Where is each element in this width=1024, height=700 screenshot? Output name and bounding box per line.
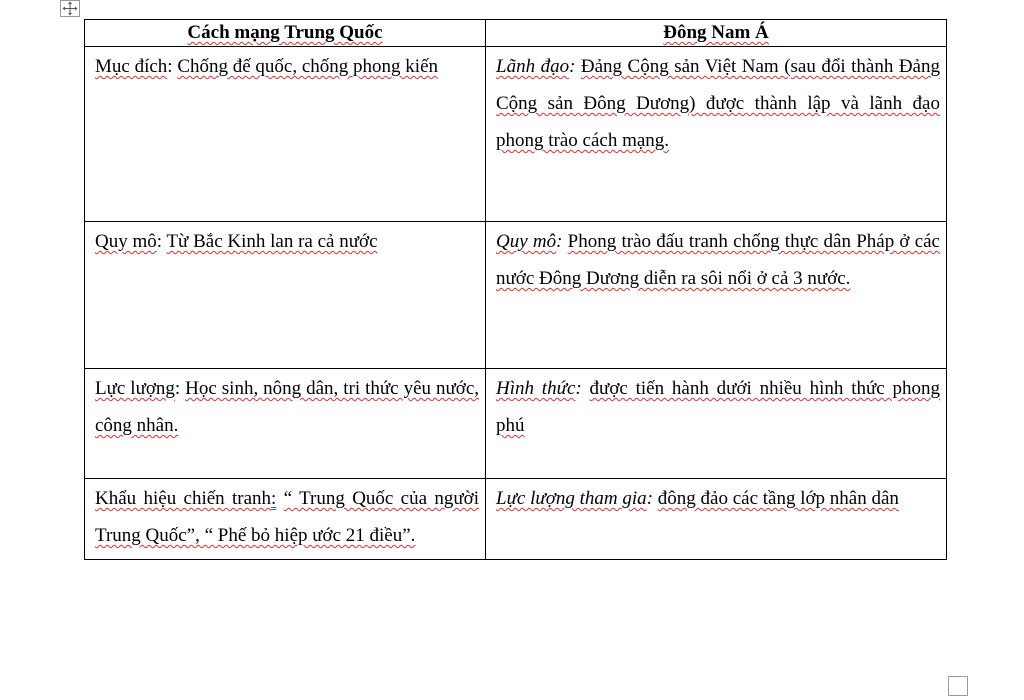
cell-text: được tiến hành dưới nhiều hình thức phong phú [496, 378, 941, 436]
cell-label: Khẩu hiệu chiến tranh [95, 488, 272, 509]
cell-text: Đảng Cộng sản Việt Nam (sau đổi thành Đảng Cộng sản Đông Dương) được thành lập và lãnh đạo phong trào cách mạng. [496, 56, 940, 151]
cell-label: Quy mô [496, 231, 557, 252]
cell-label: Lực lượng [95, 378, 175, 399]
table-header-row [85, 20, 947, 47]
cell-label: Quy mô [95, 231, 157, 252]
cell-china-scale[interactable]: Quy mô: Từ Bắc Kinh lan ra cả nước [85, 222, 486, 369]
cell-sea-leadership[interactable]: Lãnh đạo: Đảng Cộng sản Việt Nam (sau đổi thành Đảng Cộng sản Đông Dương) được thành lập và lãnh đạo phong trào cách mạng. [486, 47, 947, 222]
comparison-table [84, 19, 947, 560]
cell-text: Từ Bắc Kinh lan ra cả nước [166, 231, 378, 252]
cell-label: Hình thức [496, 378, 576, 399]
cell-label: Lực lượng tham gia [496, 488, 647, 509]
cell-text: “ Trung Quốc của người Trung Quốc”, “ Phế bỏ hiệp ước 21 điều”. [95, 488, 479, 546]
cell-text: đông đảo các tầng lớp nhân dân [657, 488, 899, 509]
table-row [85, 222, 947, 369]
table-row [85, 47, 947, 222]
header-china-revolution[interactable]: Cách mạng Trung Quốc [85, 20, 486, 47]
cell-label: Lãnh đạo [496, 56, 570, 77]
table-move-handle-icon[interactable] [60, 0, 80, 17]
cell-sea-scale[interactable]: Quy mô: Phong trào đấu tranh chống thực dân Pháp ở các nước Đông Dương diễn ra sôi nổi ở cả 3 nước. [486, 222, 947, 369]
cell-label: Mục đích [95, 56, 168, 77]
table-resize-handle-icon[interactable] [948, 676, 968, 696]
cell-text: Phong trào đấu tranh chống thực dân Pháp ở các nước Đông Dương diễn ra sôi nổi ở cả 3 nước. [496, 231, 940, 289]
table-row [85, 479, 947, 560]
table-row [85, 369, 947, 479]
header-southeast-asia[interactable]: Đông Nam Á [486, 20, 947, 47]
cell-text: Chống đế quốc, chống phong kiến [177, 56, 439, 77]
cell-china-slogan[interactable]: Khẩu hiệu chiến tranh: “ Trung Quốc của người Trung Quốc”, “ Phế bỏ hiệp ước 21 điều”. [85, 479, 486, 560]
cell-china-forces[interactable]: Lực lượng: Học sinh, nông dân, tri thức yêu nước, công nhân. [85, 369, 486, 479]
cell-text: Học sinh, nông dân, tri thức yêu nước, công nhân. [95, 378, 479, 436]
cell-sea-participants[interactable]: Lực lượng tham gia: đông đảo các tầng lớp nhân dân [486, 479, 947, 560]
cell-china-purpose[interactable]: Mục đích: Chống đế quốc, chống phong kiến [85, 47, 486, 222]
cell-sea-form[interactable]: Hình thức: được tiến hành dưới nhiều hình thức phong phú [486, 369, 947, 479]
